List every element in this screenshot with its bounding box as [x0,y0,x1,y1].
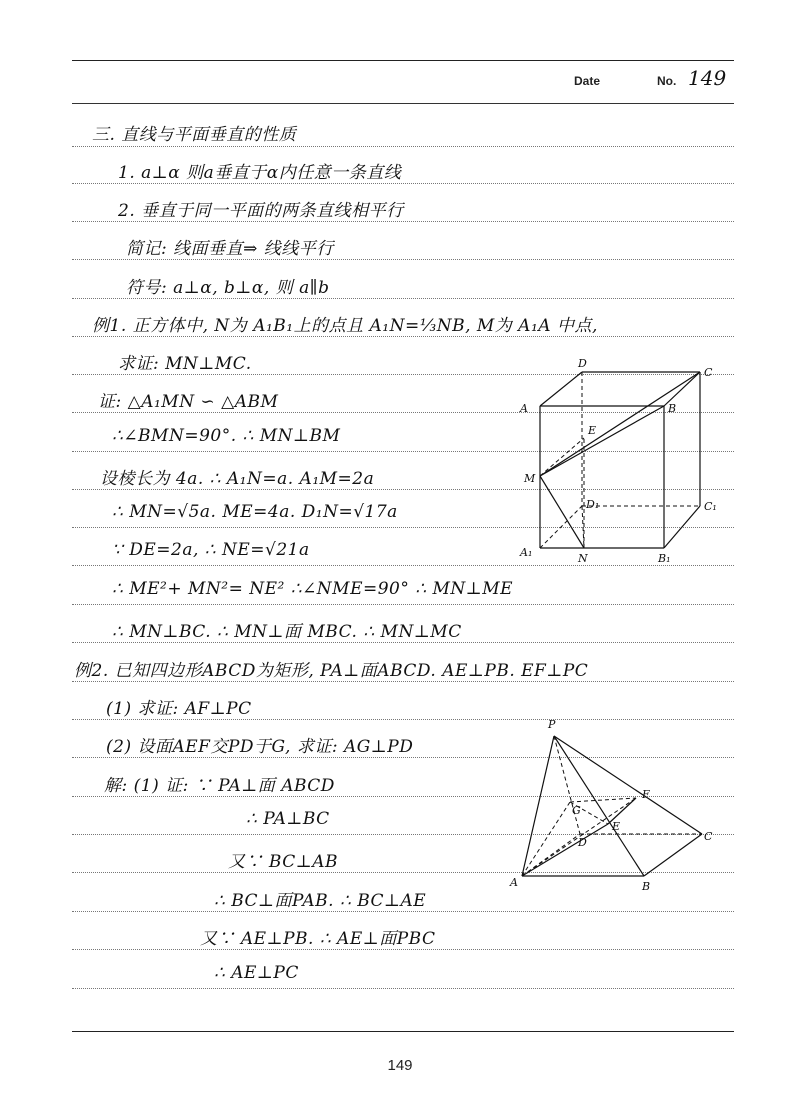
vertex-label: D [578,357,587,370]
vertex-label: C [704,830,713,843]
vertex-label: D [578,836,587,849]
cube-edge [540,372,582,406]
cube-figure [512,356,718,568]
solution-line: 又∵ AE⊥PB. ∴ AE⊥面PBC [200,929,436,949]
vertex-label: B [668,402,677,415]
ruled-line [72,988,734,989]
vertex-label: E [588,424,597,437]
ruled-line [72,604,734,605]
pyramid-figure [508,714,714,896]
vertex-label: P [548,718,556,731]
example-1-goal: 求证: MN⊥MC. [118,354,252,374]
segment-mc [540,372,700,476]
note-line: 简记: 线面垂直⇒ 线线平行 [126,239,334,259]
solution-line: ∴ BC⊥面PAB. ∴ BC⊥AE [214,891,427,911]
hidden-edge [540,506,582,548]
note-line: 2. 垂直于同一平面的两条直线相平行 [118,201,404,221]
vertex-label: B [642,880,651,893]
ruled-line [72,146,734,147]
example-2-statement: 例2. 已知四边形ABCD为矩形, PA⊥面ABCD. AE⊥PB. EF⊥PC [74,661,589,681]
note-line: 符号: a⊥α, b⊥α, 则 a∥b [126,278,330,298]
no-label: No. [657,74,677,88]
segment-me [540,438,584,476]
segment-mn [540,476,584,548]
note-line: 1. a⊥α 则a垂直于α内任意一条直线 [118,163,402,183]
vertex-label: A₁ [520,546,533,559]
ruled-line [72,298,734,299]
header-rule [72,60,734,61]
ruled-line [72,221,734,222]
vertex-label: B₁ [658,552,671,565]
vertex-label: N [578,552,588,565]
cube-edge [664,372,700,406]
vertex-label: D₁ [586,498,600,511]
vertex-label: A [520,402,528,415]
proof-line: ∴ ME²+ MN²= NE² ∴∠NME=90° ∴ MN⊥ME [112,579,514,599]
section-heading: 三. 直线与平面垂直的性质 [92,125,297,145]
ruled-line [72,259,734,260]
example-1-statement: 例1. 正方体中, N为 A₁B₁上的点且 A₁N=⅓NB, M为 A₁A 中点, [92,316,598,336]
proof-line: 证: △A₁MN ∽ △ABM [98,392,279,412]
ruled-line [72,183,734,184]
page-number: 149 [387,1057,413,1074]
edge-pa [522,736,554,876]
proof-line: 设棱长为 4a. ∴ A₁N=a. A₁M=2a [100,469,375,489]
segment-mb [540,406,664,476]
ruled-line [72,949,734,950]
cube-edge [664,506,700,548]
proof-line: ∴ MN=√5a. ME=4a. D₁N=√17a [112,502,398,522]
vertex-label: G [572,804,581,817]
date-label: Date [574,74,601,88]
solution-line: 解: (1) 证: ∵ PA⊥面 ABCD [104,776,335,796]
segment-gf [570,798,636,802]
ruled-line [72,642,734,643]
ruled-line [72,911,734,912]
example-2-part-2: (2) 设面AEF交PD于G, 求证: AG⊥PD [106,737,414,757]
example-2-part-1: (1) 求证: AF⊥PC [106,699,252,719]
vertex-label: C [704,366,713,379]
segment-ag [522,802,570,876]
solution-line: 又∵ BC⊥AB [228,852,338,872]
vertex-label: M [524,472,536,485]
vertex-label: F [642,788,650,801]
segment-ae [522,824,608,876]
vertex-label: C₁ [704,500,717,513]
proof-line: ∴ MN⊥BC. ∴ MN⊥面 MBC. ∴ MN⊥MC [112,622,462,642]
vertex-label: A [510,876,518,889]
header-underline [72,103,734,104]
edge-bc [644,834,702,876]
vertex-label: E [612,820,621,833]
handwritten-page-no: 149 [688,66,727,90]
proof-line: ∴∠BMN=90°. ∴ MN⊥BM [112,426,341,446]
solution-line: ∴ PA⊥BC [246,809,330,829]
ruled-line [72,681,734,682]
footer-rule [72,1031,734,1032]
solution-line: ∴ AE⊥PC [214,963,299,983]
proof-line: ∵ DE=2a, ∴ NE=√21a [112,540,310,560]
edge-pb [554,736,644,876]
ruled-line [72,336,734,337]
